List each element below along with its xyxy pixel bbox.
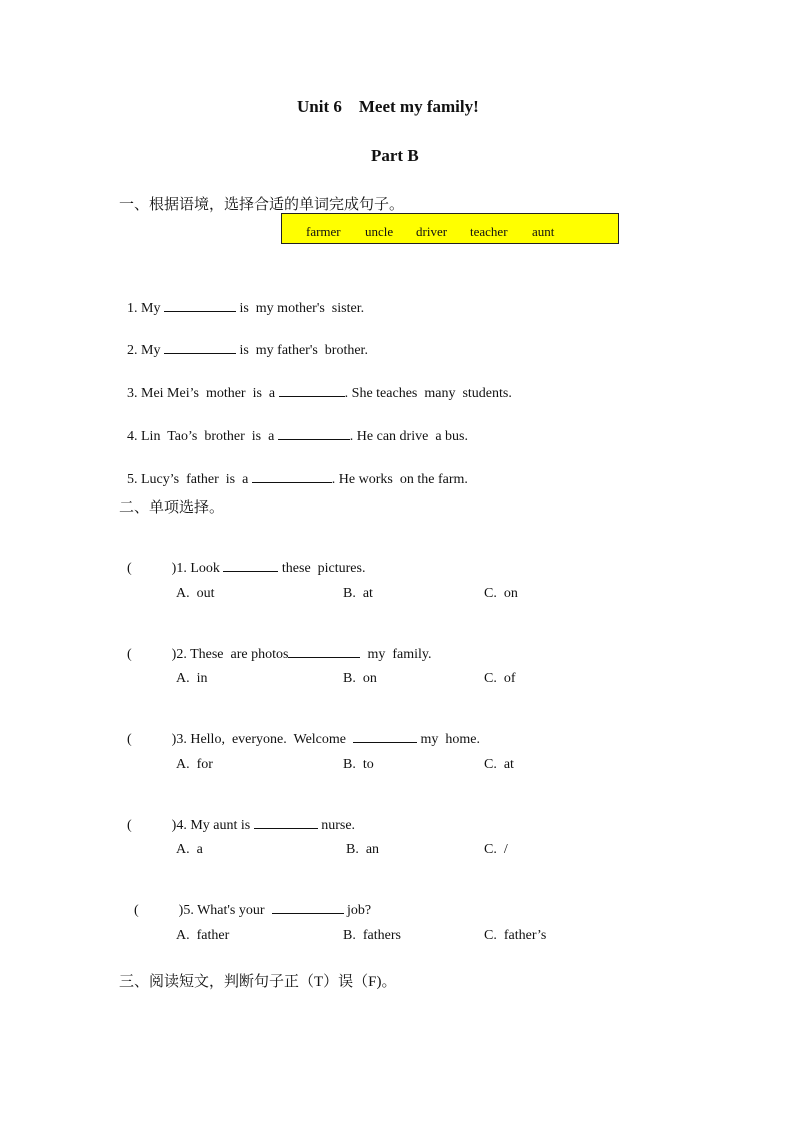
option-c[interactable]: C. at [484,757,514,772]
option-b[interactable]: B. to [343,757,374,772]
sentence-text: . He works on the farm. [331,472,468,487]
option-b[interactable]: B. on [343,671,377,686]
question-text: job? [343,903,372,918]
answer-blank [288,645,360,658]
question-text: nurse. [317,818,356,833]
answer-blank[interactable] [278,427,350,440]
option-c[interactable]: C. father’s [484,928,547,943]
section3-heading: 三、阅读短文，判断句子正（T）误（F)。 [119,974,397,990]
question-3 [120,714,480,748]
option-b[interactable]: B. fathers [343,928,401,943]
option-a[interactable]: A. out [176,586,215,601]
answer-slot[interactable] [132,646,172,658]
question-text: )5. What's your [178,903,272,918]
question-1 [120,543,365,577]
sentence-text: is my father's brother. [235,343,368,358]
fill-sentence-1 [120,283,364,317]
sentence-text: 1. My [127,301,164,316]
section2-heading: 二、单项选择。 [119,500,225,516]
sentence-text: 2. My [127,343,164,358]
word-bank-item: uncle [365,224,394,239]
sentence-text: is my mother's sister. [235,301,365,316]
fill-sentence-2 [120,325,368,359]
answer-slot[interactable] [132,560,172,572]
paren-open: ( [127,818,132,833]
option-c[interactable]: C. of [484,671,516,686]
question-text: my family. [360,647,432,662]
answer-slot[interactable] [132,817,172,829]
question-4 [120,800,355,834]
fill-sentence-3 [120,368,512,402]
word-bank-item: farmer [306,224,341,239]
option-c[interactable]: C. / [484,842,508,857]
answer-blank [223,559,278,572]
page-subtitle: Part B [371,146,419,165]
option-a[interactable]: A. for [176,757,213,772]
question-text: these pictures. [278,561,366,576]
option-b[interactable]: B. at [343,586,373,601]
answer-blank [254,816,318,829]
paren-open: ( [134,903,139,918]
answer-blank[interactable] [279,384,345,397]
answer-blank[interactable] [164,341,236,354]
sentence-text: . She teaches many students. [344,386,512,401]
paren-open: ( [127,732,132,747]
sentence-text: 5. Lucy’s father is a [127,472,252,487]
fill-sentence-4 [120,411,468,445]
sentence-text: 3. Mei Mei’s mother is a [127,386,279,401]
answer-blank[interactable] [252,470,332,483]
answer-blank [353,730,417,743]
answer-slot[interactable] [132,731,172,743]
word-bank [281,213,619,244]
section1-heading: 一、根据语境，选择合适的单词完成句子。 [119,197,405,213]
word-bank-item: aunt [532,224,555,239]
page-title: Unit 6 Meet my family! [297,97,479,116]
fill-sentence-5 [120,454,468,488]
question-text: )4. My aunt is [171,818,254,833]
option-b[interactable]: B. an [346,842,380,857]
question-text: )3. Hello, everyone. Welcome [171,732,354,747]
word-bank-item: teacher [470,224,508,239]
answer-slot[interactable] [139,902,179,914]
paren-open: ( [127,647,132,662]
question-5 [127,885,371,919]
question-2 [120,629,431,663]
question-text: my home. [417,732,481,747]
sentence-text: 4. Lin Tao’s brother is a [127,429,278,444]
sentence-text: . He can drive a bus. [349,429,468,444]
paren-open: ( [127,561,132,576]
option-a[interactable]: A. in [176,671,208,686]
answer-blank [272,901,344,914]
option-c[interactable]: C. on [484,586,518,601]
answer-blank[interactable] [164,299,236,312]
word-bank-item: driver [416,224,448,239]
option-a[interactable]: A. a [176,842,203,857]
option-a[interactable]: A. father [176,928,230,943]
question-text: )2. These are photos [171,647,289,662]
question-text: )1. Look [171,561,224,576]
